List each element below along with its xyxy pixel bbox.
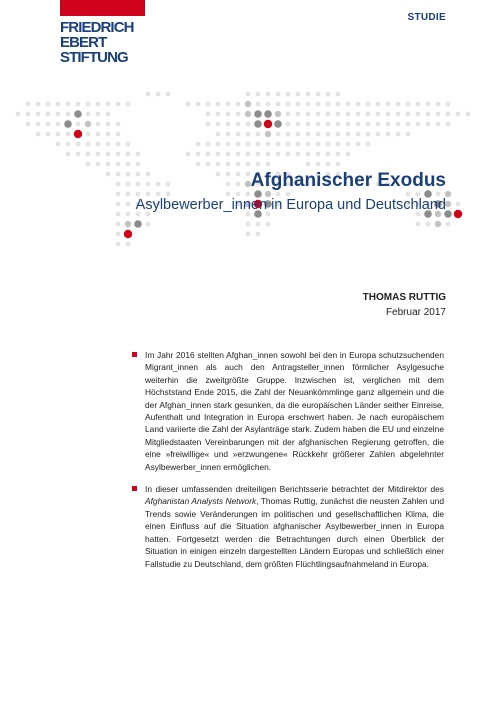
map-dot bbox=[64, 120, 72, 128]
map-dot bbox=[96, 152, 101, 157]
map-dot bbox=[74, 130, 82, 138]
map-dot bbox=[386, 132, 391, 137]
map-dot bbox=[416, 122, 421, 127]
map-dot bbox=[96, 112, 101, 117]
map-dot bbox=[246, 122, 251, 127]
map-dot bbox=[316, 122, 321, 127]
map-dot bbox=[26, 112, 31, 117]
logo-line-3: STIFTUNG bbox=[60, 49, 128, 66]
map-dot bbox=[276, 192, 281, 197]
map-dot bbox=[96, 122, 101, 127]
map-dot bbox=[276, 92, 281, 97]
map-dot bbox=[166, 92, 171, 97]
map-dot bbox=[306, 142, 311, 147]
map-dot bbox=[126, 202, 131, 207]
map-dot bbox=[326, 142, 331, 147]
map-dot bbox=[306, 152, 311, 157]
bullet-square-icon bbox=[132, 352, 137, 357]
map-dot bbox=[346, 132, 351, 137]
map-dot bbox=[266, 102, 271, 107]
map-dot bbox=[286, 132, 291, 137]
map-dot bbox=[166, 182, 171, 187]
map-dot bbox=[276, 102, 281, 107]
document-title: Afghanischer Exodus bbox=[250, 170, 446, 191]
map-dot bbox=[226, 122, 231, 127]
map-dot bbox=[96, 162, 101, 167]
map-dot bbox=[46, 122, 51, 127]
map-dot bbox=[216, 142, 221, 147]
map-dot bbox=[116, 202, 121, 207]
map-dot bbox=[254, 110, 262, 118]
map-dot bbox=[256, 132, 261, 137]
map-dot bbox=[236, 182, 241, 187]
map-dot bbox=[46, 112, 51, 117]
map-dot bbox=[186, 152, 191, 157]
map-dot bbox=[86, 132, 91, 137]
map-dot bbox=[86, 162, 91, 167]
map-dot bbox=[296, 112, 301, 117]
map-dot bbox=[236, 132, 241, 137]
map-dot bbox=[396, 112, 401, 117]
map-dot bbox=[126, 142, 131, 147]
map-dot bbox=[116, 192, 121, 197]
map-dot bbox=[16, 112, 21, 117]
map-dot bbox=[416, 102, 421, 107]
map-dot bbox=[134, 220, 142, 228]
map-dot bbox=[216, 162, 221, 167]
map-dot bbox=[116, 132, 121, 137]
map-dot bbox=[446, 102, 451, 107]
map-dot bbox=[86, 112, 91, 117]
map-dot bbox=[336, 112, 341, 117]
map-dot bbox=[196, 142, 201, 147]
summary-paragraph-1 bbox=[132, 349, 444, 473]
map-dot bbox=[316, 92, 321, 97]
map-dot bbox=[26, 102, 31, 107]
map-dot bbox=[216, 172, 221, 177]
map-dot bbox=[116, 222, 121, 227]
map-dot bbox=[236, 172, 241, 177]
map-dot bbox=[106, 132, 111, 137]
map-dot bbox=[226, 152, 231, 157]
map-dot bbox=[356, 102, 361, 107]
map-dot bbox=[306, 112, 311, 117]
map-dot bbox=[236, 112, 241, 117]
map-dot bbox=[76, 142, 81, 147]
map-dot bbox=[126, 212, 131, 217]
map-dot bbox=[116, 122, 121, 127]
map-dot bbox=[226, 142, 231, 147]
map-dot bbox=[296, 132, 301, 137]
map-dot bbox=[316, 102, 321, 107]
summary-paragraph-2-italic: Afghanistan Analysts Network bbox=[145, 496, 257, 507]
map-dot bbox=[286, 142, 291, 147]
map-dot bbox=[246, 142, 251, 147]
map-dot bbox=[306, 102, 311, 107]
map-dot bbox=[366, 142, 371, 147]
map-dot bbox=[236, 152, 241, 157]
map-dot bbox=[256, 142, 261, 147]
map-dot bbox=[236, 142, 241, 147]
map-dot bbox=[306, 162, 311, 167]
map-dot bbox=[116, 242, 121, 247]
map-dot bbox=[356, 142, 361, 147]
map-dot bbox=[386, 122, 391, 127]
map-dot bbox=[456, 202, 461, 207]
map-dot bbox=[66, 112, 71, 117]
map-dot bbox=[245, 101, 251, 107]
map-dot bbox=[126, 182, 131, 187]
map-dot bbox=[276, 132, 281, 137]
map-dot bbox=[126, 152, 131, 157]
map-dot bbox=[316, 152, 321, 157]
map-dot bbox=[396, 102, 401, 107]
map-dot bbox=[36, 112, 41, 117]
summary-paragraph-2 bbox=[132, 483, 444, 570]
map-dot bbox=[346, 112, 351, 117]
map-dot bbox=[76, 122, 81, 127]
map-dot bbox=[206, 102, 211, 107]
map-dot bbox=[166, 192, 171, 197]
map-dot bbox=[446, 112, 451, 117]
map-dot bbox=[386, 102, 391, 107]
map-dot bbox=[76, 152, 81, 157]
map-dot bbox=[56, 112, 61, 117]
map-dot bbox=[296, 152, 301, 157]
map-dot bbox=[275, 111, 281, 117]
map-dot bbox=[96, 142, 101, 147]
map-dot bbox=[256, 152, 261, 157]
map-dot bbox=[146, 222, 151, 227]
map-dot bbox=[266, 162, 271, 167]
map-dot bbox=[56, 132, 61, 137]
map-dot bbox=[336, 162, 341, 167]
map-dot bbox=[146, 192, 151, 197]
summary-paragraph-2-text-b: , Thomas Ruttig, zunächst die neusten Zahlen und Trends sowie Veränderungen im politischen und gesellschaftlichen Klima, die einen Einfluss auf die Situation afghanischer Asylbewerber_innen in Europa hatten. Fortgesetzt werden die Betrachtungen durch einen Überblick der Situation in einigen einzeln dargestellten Ländern Europas und schließlich einer Fallstudie zu Deutschland, dem größten Flüchtlingsaufnahmeland in Europa. bbox=[145, 496, 444, 569]
map-dot bbox=[256, 102, 261, 107]
map-dot bbox=[286, 122, 291, 127]
map-dot bbox=[146, 92, 151, 97]
map-dot bbox=[326, 132, 331, 137]
map-dot bbox=[336, 92, 341, 97]
map-dot bbox=[56, 142, 61, 147]
map-dot bbox=[96, 132, 101, 137]
map-dot bbox=[406, 102, 411, 107]
map-dot bbox=[206, 112, 211, 117]
map-dot bbox=[236, 102, 241, 107]
map-dot bbox=[216, 152, 221, 157]
map-dot bbox=[226, 112, 231, 117]
summary-paragraph-1-text: Im Jahr 2016 stellten Afghan_innen sowohl bei den in Europa schutzsuchenden Migrant_innen als auch den Antragsteller_innen förmlicher Asylgesuche weiterhin die zweitgrößte Gruppe. Inzwischen ist, verglichen mit dem Höchststand Ende 2015, die Zahl der Neuankömmlinge ganz allgemein und die der Afghan_innen stark gesunken, da die europäischen Länder seither Einreise, Aufenthalt und Integration in Europa erschwert haben. Je nach europäischem Land variierte die Zahl der Asylanträge stark. Zudem haben die EU und einzelne Mitgliedstaaten Vereinbarungen mit der afghanischen Regierung getroffen, die eine »freiwillige« und »erzwungene« Rückkehr größerer Zahlen abgelehnter Asylbewerber_innen ermöglichen. bbox=[145, 350, 444, 472]
summary-section bbox=[132, 349, 444, 580]
map-dot bbox=[86, 102, 91, 107]
map-dot bbox=[346, 102, 351, 107]
map-dot bbox=[146, 172, 151, 177]
map-dot bbox=[106, 112, 111, 117]
map-dot bbox=[326, 102, 331, 107]
map-dot bbox=[246, 162, 251, 167]
map-dot bbox=[216, 122, 221, 127]
map-dot bbox=[246, 192, 251, 197]
map-dot bbox=[226, 102, 231, 107]
map-dot bbox=[256, 92, 261, 97]
map-dot bbox=[436, 112, 441, 117]
map-dot bbox=[396, 132, 401, 137]
map-dot bbox=[256, 162, 261, 167]
map-dot bbox=[86, 142, 91, 147]
author-name: THOMAS RUTTIG bbox=[362, 292, 446, 303]
map-dot bbox=[126, 162, 131, 167]
map-dot bbox=[366, 122, 371, 127]
map-dot bbox=[46, 102, 51, 107]
map-dot bbox=[346, 122, 351, 127]
map-dot bbox=[446, 122, 451, 127]
map-dot bbox=[246, 172, 251, 177]
map-dot bbox=[226, 192, 231, 197]
map-dot bbox=[256, 222, 261, 227]
map-dot bbox=[125, 221, 131, 227]
map-dot bbox=[126, 172, 131, 177]
map-dot bbox=[286, 112, 291, 117]
map-dot bbox=[196, 102, 201, 107]
document-subtitle: Asylbewerber_innen in Europa und Deutschland bbox=[135, 197, 446, 213]
map-dot bbox=[416, 112, 421, 117]
map-dot bbox=[326, 112, 331, 117]
map-dot bbox=[66, 142, 71, 147]
map-dot bbox=[376, 132, 381, 137]
map-dot bbox=[85, 121, 91, 127]
map-dot bbox=[276, 152, 281, 157]
map-dot bbox=[106, 102, 111, 107]
map-dot bbox=[186, 102, 191, 107]
map-dot bbox=[266, 152, 271, 157]
map-dot bbox=[264, 120, 272, 128]
map-dot bbox=[316, 112, 321, 117]
map-dot bbox=[246, 222, 251, 227]
map-dot bbox=[156, 182, 161, 187]
map-dot bbox=[296, 142, 301, 147]
map-dot bbox=[326, 122, 331, 127]
map-dot bbox=[326, 92, 331, 97]
map-dot bbox=[66, 102, 71, 107]
map-dot bbox=[46, 132, 51, 137]
map-dot bbox=[336, 122, 341, 127]
map-dot bbox=[66, 132, 71, 137]
map-dot bbox=[436, 192, 441, 197]
map-dot bbox=[406, 122, 411, 127]
map-dot bbox=[226, 182, 231, 187]
map-dot bbox=[356, 122, 361, 127]
logo-line-2: EBERT bbox=[60, 34, 107, 51]
map-dot bbox=[74, 110, 82, 118]
map-dot bbox=[356, 132, 361, 137]
map-dot bbox=[116, 162, 121, 167]
map-dot bbox=[366, 112, 371, 117]
map-dot bbox=[326, 152, 331, 157]
map-dot bbox=[376, 112, 381, 117]
map-dot bbox=[346, 142, 351, 147]
map-dot bbox=[316, 132, 321, 137]
map-dot bbox=[436, 102, 441, 107]
map-dot bbox=[196, 162, 201, 167]
map-dot bbox=[426, 102, 431, 107]
map-dot bbox=[296, 92, 301, 97]
map-dot bbox=[336, 152, 341, 157]
map-dot bbox=[226, 172, 231, 177]
map-dot bbox=[436, 122, 441, 127]
map-dot bbox=[116, 232, 121, 237]
map-dot bbox=[266, 222, 271, 227]
map-dot bbox=[446, 222, 451, 227]
map-dot bbox=[136, 182, 141, 187]
map-dot bbox=[156, 192, 161, 197]
map-dot bbox=[406, 132, 411, 137]
map-dot bbox=[416, 222, 421, 227]
map-dot bbox=[356, 112, 361, 117]
map-dot bbox=[126, 192, 131, 197]
map-dot bbox=[26, 122, 31, 127]
map-dot bbox=[416, 192, 421, 197]
bullet-square-icon bbox=[132, 486, 137, 491]
map-dot bbox=[116, 152, 121, 157]
map-dot bbox=[326, 162, 331, 167]
map-dot bbox=[336, 142, 341, 147]
map-dot bbox=[236, 122, 241, 127]
map-dot bbox=[246, 232, 251, 237]
map-dot bbox=[236, 192, 241, 197]
map-dot bbox=[266, 142, 271, 147]
map-dot bbox=[106, 152, 111, 157]
publication-date: Februar 2017 bbox=[385, 307, 446, 318]
logo-red-bar bbox=[60, 0, 145, 16]
map-dot bbox=[245, 111, 251, 117]
map-dot bbox=[136, 192, 141, 197]
map-dot bbox=[306, 122, 311, 127]
map-dot bbox=[116, 172, 121, 177]
map-dot bbox=[156, 92, 161, 97]
map-dot bbox=[106, 172, 111, 177]
map-dot bbox=[426, 122, 431, 127]
map-dot bbox=[206, 152, 211, 157]
map-dot bbox=[366, 102, 371, 107]
map-dot bbox=[246, 152, 251, 157]
map-dot bbox=[136, 162, 141, 167]
map-dot bbox=[466, 112, 471, 117]
map-dot bbox=[376, 102, 381, 107]
map-dot bbox=[66, 152, 71, 157]
map-dot bbox=[216, 112, 221, 117]
map-dot bbox=[426, 222, 431, 227]
map-dot bbox=[256, 232, 261, 237]
map-dot bbox=[36, 122, 41, 127]
map-dot bbox=[206, 122, 211, 127]
map-dot bbox=[206, 142, 211, 147]
map-dot bbox=[274, 120, 282, 128]
map-dot bbox=[406, 192, 411, 197]
map-dot bbox=[265, 131, 271, 137]
map-dot bbox=[36, 132, 41, 137]
map-dot bbox=[106, 122, 111, 127]
map-dot bbox=[36, 102, 41, 107]
map-dot bbox=[136, 172, 141, 177]
map-dot bbox=[396, 122, 401, 127]
map-dot bbox=[266, 92, 271, 97]
map-dot bbox=[254, 120, 262, 128]
map-dot bbox=[246, 132, 251, 137]
map-dot bbox=[456, 112, 461, 117]
map-dot bbox=[116, 212, 121, 217]
map-dot bbox=[376, 122, 381, 127]
map-dot bbox=[336, 132, 341, 137]
map-dot bbox=[56, 122, 61, 127]
summary-paragraph-2-text-a: In dieser umfassenden dreiteiligen Berichtsserie betrachtet der Mitdirektor des bbox=[145, 484, 444, 495]
map-dot bbox=[226, 132, 231, 137]
map-dot bbox=[336, 102, 341, 107]
map-dot bbox=[96, 102, 101, 107]
map-dot bbox=[124, 230, 132, 238]
map-dot bbox=[296, 122, 301, 127]
map-dot bbox=[136, 152, 141, 157]
map-dot bbox=[116, 102, 121, 107]
map-dot bbox=[246, 92, 251, 97]
map-dot bbox=[56, 102, 61, 107]
map-dot bbox=[106, 162, 111, 167]
map-dot bbox=[196, 152, 201, 157]
map-dot bbox=[435, 221, 441, 227]
map-dot bbox=[306, 132, 311, 137]
map-dot bbox=[106, 142, 111, 147]
map-dot bbox=[346, 152, 351, 157]
map-dot bbox=[86, 152, 91, 157]
map-dot bbox=[116, 182, 121, 187]
map-dot bbox=[216, 132, 221, 137]
map-dot bbox=[126, 102, 131, 107]
fes-logo[interactable] bbox=[60, 20, 150, 65]
map-dot bbox=[116, 142, 121, 147]
map-dot bbox=[296, 102, 301, 107]
map-dot bbox=[76, 102, 81, 107]
map-dot bbox=[366, 132, 371, 137]
map-dot bbox=[286, 152, 291, 157]
map-dot bbox=[426, 112, 431, 117]
map-dot bbox=[386, 112, 391, 117]
map-dot bbox=[276, 142, 281, 147]
map-dot bbox=[216, 102, 221, 107]
map-dot bbox=[286, 92, 291, 97]
map-dot bbox=[146, 182, 151, 187]
map-dot bbox=[454, 210, 462, 218]
map-dot bbox=[264, 110, 272, 118]
map-dot bbox=[286, 192, 291, 197]
map-dot bbox=[316, 162, 321, 167]
map-dot bbox=[306, 92, 311, 97]
map-dot bbox=[406, 112, 411, 117]
map-dot bbox=[316, 142, 321, 147]
map-dot bbox=[226, 162, 231, 167]
logo-line-1: FRIEDRICH bbox=[60, 19, 134, 36]
map-dot bbox=[236, 162, 241, 167]
document-type-label: STUDIE bbox=[407, 12, 446, 23]
map-dot bbox=[286, 102, 291, 107]
map-dot bbox=[206, 162, 211, 167]
map-dot bbox=[126, 242, 131, 247]
